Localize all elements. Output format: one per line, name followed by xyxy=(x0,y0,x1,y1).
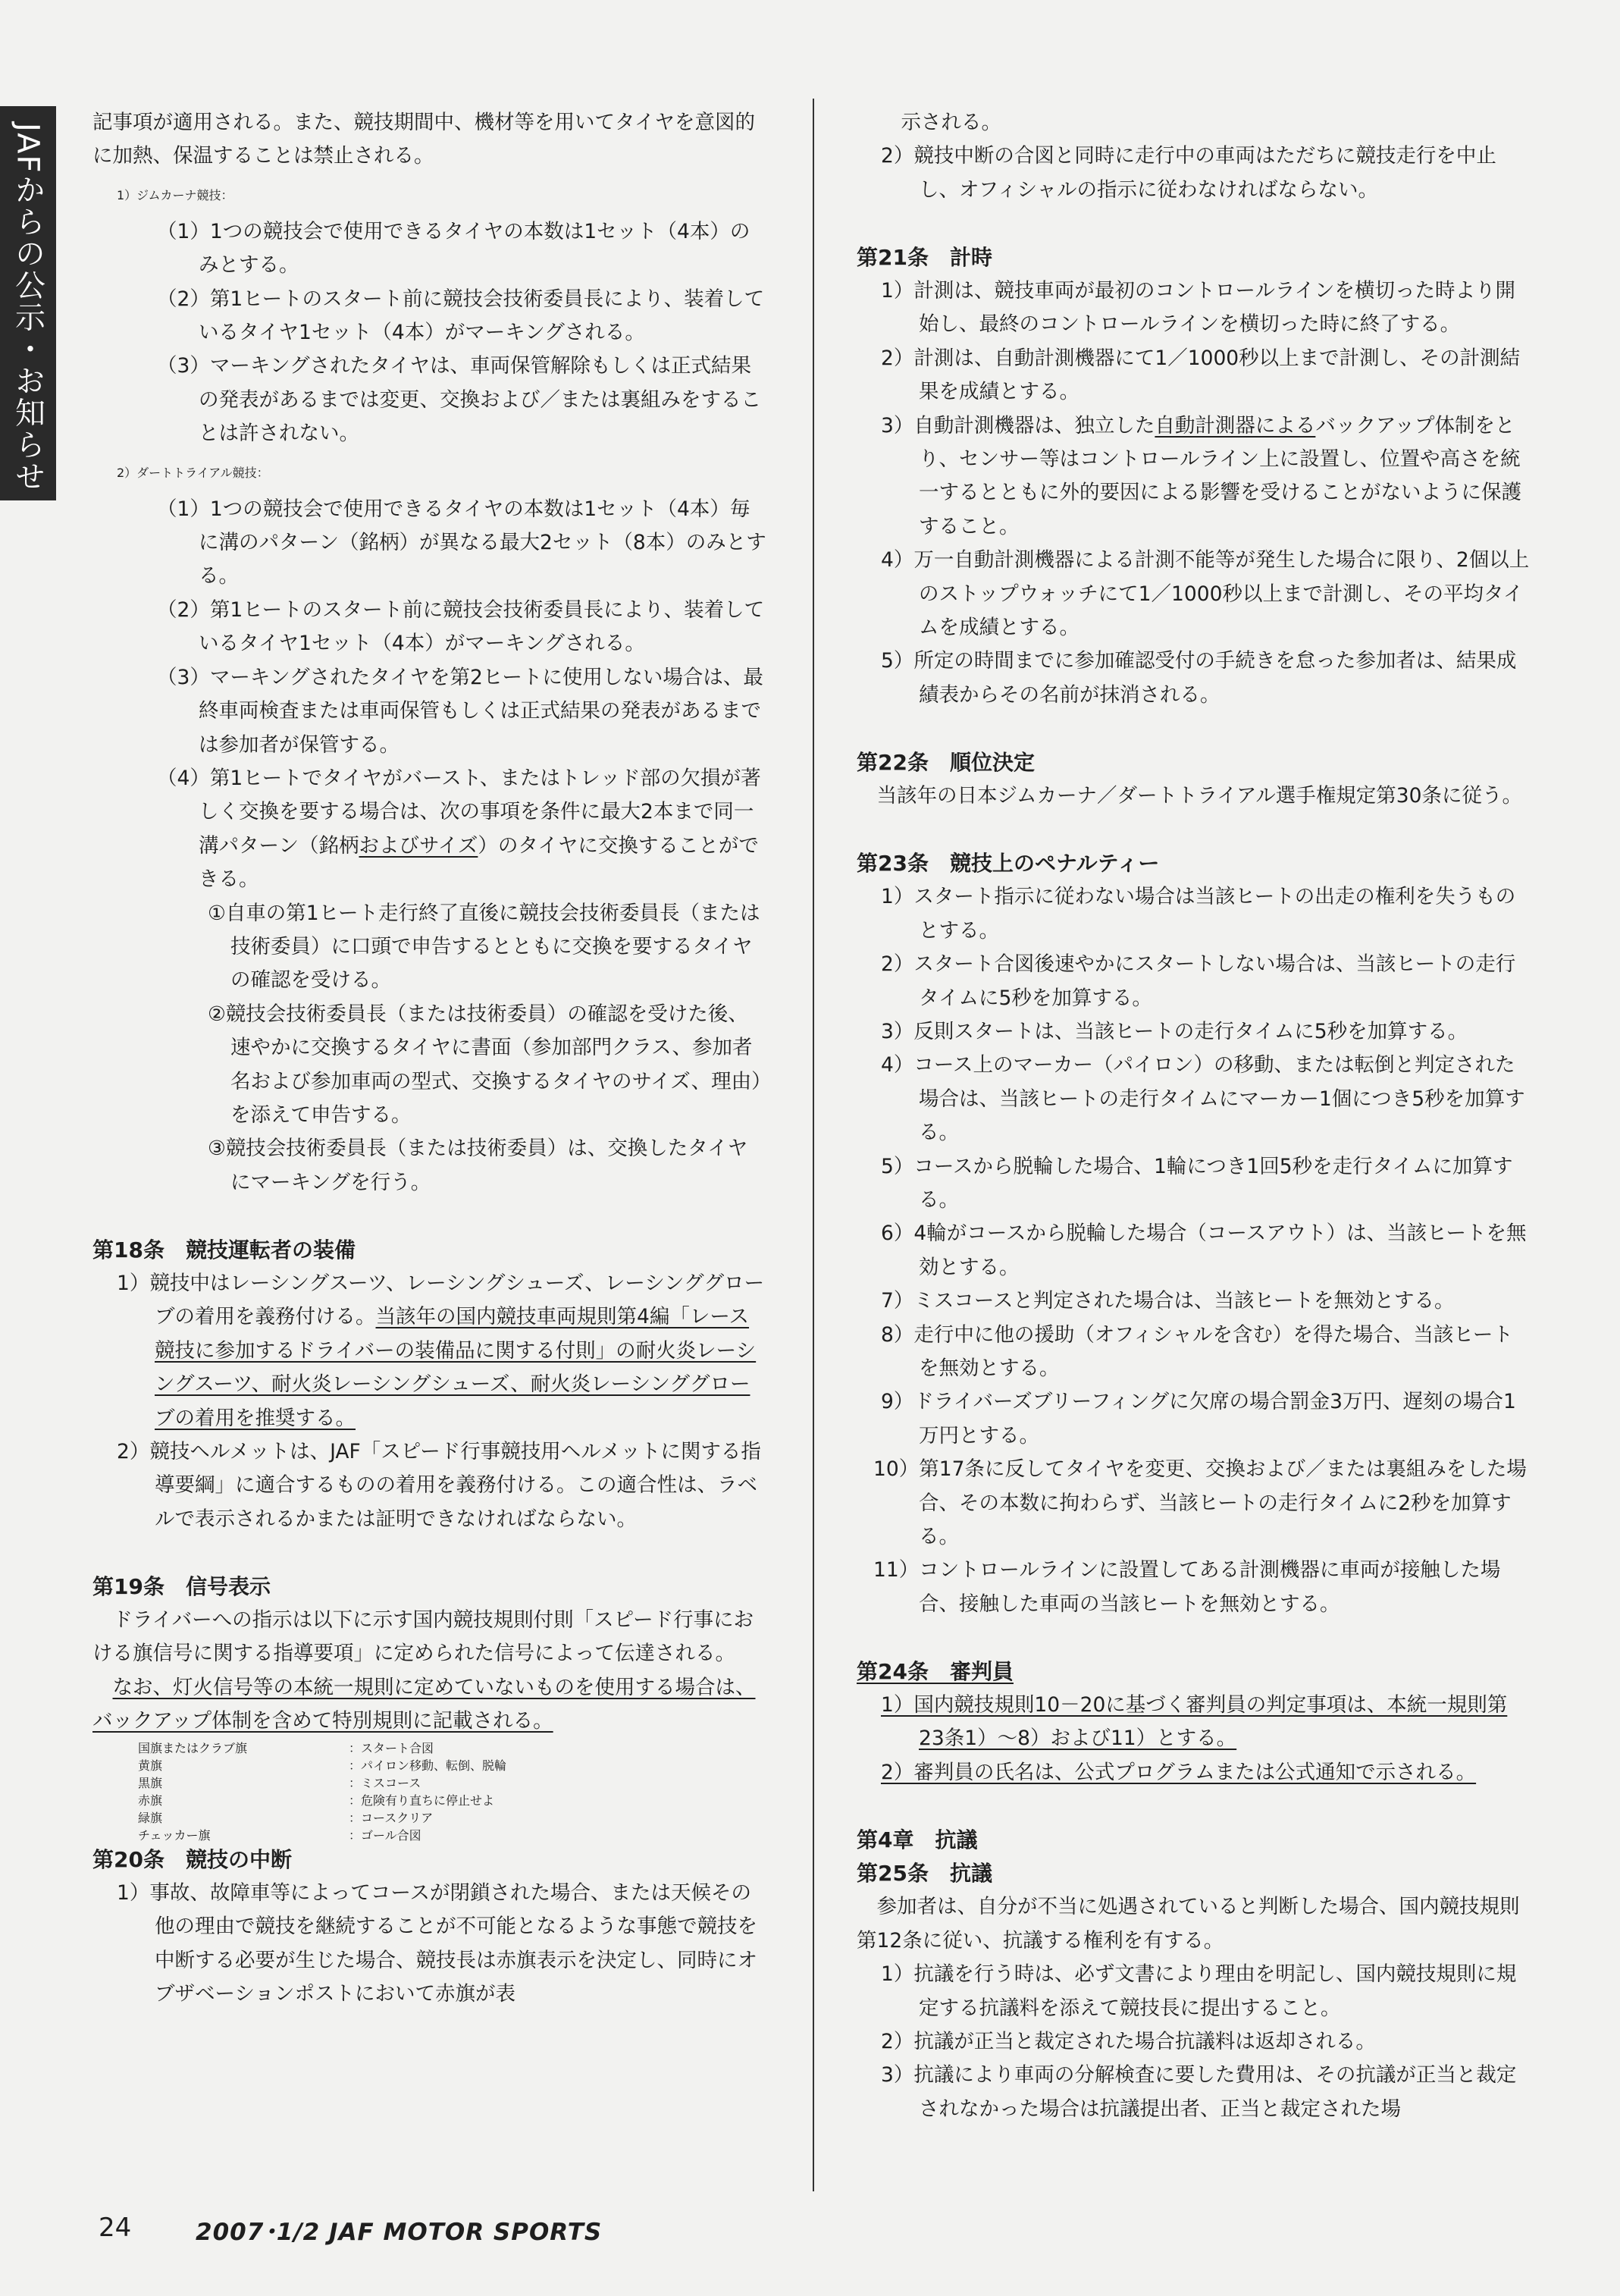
list-item xyxy=(857,274,1531,342)
section-tab xyxy=(0,106,56,500)
text-segment: ③競技会技術委員長（または技術委員）は、交換したタイヤにマーキングを行う。 xyxy=(208,1137,748,1194)
text-segment: （3）マーキングされたタイヤは、車両保管解除もしくは正式結果の発表があるまでは変更、交換および／または裏組みをすることは許されない。 xyxy=(157,354,761,446)
sub-item xyxy=(92,215,767,283)
paragraph xyxy=(92,1671,767,1739)
text-segment: 5）所定の時間までに参加確認受付の手続きを怠った参加者は、結果成績表からその名前が抹消される。 xyxy=(881,649,1517,707)
list-item xyxy=(857,140,1531,207)
list-item xyxy=(92,1267,767,1435)
paragraph xyxy=(92,106,767,174)
flag-name: 国旗またはクラブ旗 xyxy=(138,1740,248,1755)
article-heading xyxy=(857,746,1531,779)
flag-meaning: ：コースクリア xyxy=(349,1810,434,1825)
flag-signal-list xyxy=(92,1739,767,1843)
list-item xyxy=(857,2025,1531,2059)
paragraph xyxy=(92,1604,767,1671)
sub-item xyxy=(92,283,767,350)
text-segment: 2）スタート合図後速やかにスタートしない場合は、当該ヒートの走行タイムに5秒を加算する。 xyxy=(881,952,1516,1010)
flag-meaning: ：スタート合図 xyxy=(349,1740,434,1755)
spacer xyxy=(92,1200,767,1233)
text-segment: 1）計測は、競技車両が最初のコントロールラインを横切った時より開始し、最終のコントロールラインを横切った時に終了する。 xyxy=(881,279,1516,337)
spacer xyxy=(857,712,1531,745)
text-segment: 3）抗議により車両の分解検査に要した費用は、その抗議が正当と裁定されなかった場合は抗議提出者、正当と裁定された場 xyxy=(881,2063,1517,2121)
text-segment: 2）競技中断の合図と同時に走行中の車両はただちに競技走行を中止し、オフィシャルの指示に従わなければならない。 xyxy=(881,144,1496,202)
text-segment: （3）マーキングされたタイヤを第2ヒートに使用しない場合は、最終車両検査または車両保管もしくは正式結果の発表があるまでは参加者が保管する。 xyxy=(157,665,763,757)
text-segment: ドライバーへの指示は以下に示す国内競技規則付則「スピード行事における旗信号に関する指導要項」に定められた信号によって伝達される。 xyxy=(92,1608,754,1666)
list-item xyxy=(857,342,1531,409)
text-segment: 1）競技中はレーシングスーツ、レーシングシューズ、レーシンググローブの着用を義務付ける。 xyxy=(117,1271,765,1329)
flag-meaning: ：危険有り直ちに停止せよ xyxy=(349,1793,495,1808)
spacer xyxy=(857,1789,1531,1823)
text-segment: 2）競技ヘルメットは、JAF「スピード行事競技用ヘルメットに関する指導要綱」に適合するものの着用を義務付ける。この適合性は、ラベルで表示されるかまたは証明できなければならない。 xyxy=(117,1440,761,1531)
text-segment: 1）事故、故障車等によってコースが閉鎖された場合、または天候その他の理由で競技を継続することが不可能となるような事態で競技を中断する必要が生じた場合、競技長は赤旗表示を決定し、同時にオブザベーションポストにおいて赤旗が表 xyxy=(117,1881,757,2006)
text-segment: 9）ドライバーズブリーフィングに欠席の場合罰金3万円、遅刻の場合1万円とする。 xyxy=(881,1390,1516,1448)
text-segment: 3）反則スタートは、当該ヒートの走行タイムに5秒を加算する。 xyxy=(881,1019,1468,1043)
text-segment: 第4章 抗議 xyxy=(857,1827,978,1852)
sub-item xyxy=(92,594,767,661)
sub-sub-item xyxy=(92,897,767,998)
text-segment: 第21条 計時 xyxy=(857,244,992,270)
text-segment: 示される。 xyxy=(881,111,1001,134)
flag-meaning: ：ゴール合図 xyxy=(349,1827,421,1843)
article-heading xyxy=(857,1655,1531,1689)
amended-text: 1）国内競技規則10－20に基づく審判員の判定事項は、本統一規則第23条1）～8）および11）とする。 xyxy=(881,1693,1508,1751)
paragraph xyxy=(857,779,1531,813)
text-segment: 5）コースから脱輪した場合、1輪につき1回5秒を走行タイムに加算する。 xyxy=(881,1154,1513,1212)
list-item xyxy=(92,1877,767,2012)
text-segment: 4）万一自動計測機器による計測不能等が発生した場合に限り、2個以上のストップウォッチにて1／1000秒以上まで計測し、その平均タイムを成績とする。 xyxy=(881,548,1530,640)
text-segment: 10）第17条に反してタイヤを変更、交換および／または裏組みをした場合、その本数に拘わらず、当該ヒートの走行タイムに2秒を加算する。 xyxy=(873,1457,1527,1549)
flag-name: 黄旗 xyxy=(138,1758,163,1773)
list-item xyxy=(857,1385,1531,1453)
list-item xyxy=(857,880,1531,948)
list-item xyxy=(857,2059,1531,2126)
text-segment: 第25条 抗議 xyxy=(857,1861,992,1887)
publication-title: 2007･1/2 JAF MOTOR SPORTS xyxy=(196,2219,603,2246)
text-segment: （2）第1ヒートのスタート前に競技会技術委員長により、装着しているタイヤ1セット（4本）がマーキングされる。 xyxy=(157,287,765,345)
right-column xyxy=(857,106,1531,2126)
spacer xyxy=(857,814,1531,847)
list-item xyxy=(92,1435,767,1536)
sub-sub-item xyxy=(92,998,767,1133)
text-segment: 6）4輪がコースから脱輪した場合（コースアウト）は、当該ヒートを無効とする。 xyxy=(881,1222,1527,1279)
sub-item xyxy=(92,762,767,897)
text-segment: （4）第1ヒートでタイヤがバースト、またはトレッド部の欠損が著しく交換を要する場合は、次の事項を条件に最大2本まで同一溝パターン（銘柄 xyxy=(157,766,761,858)
amended-text: なお、灯火信号等の本統一規則に定めていないものを使用する場合は、バックアップ体制を含めて特別規則に記載される。 xyxy=(92,1675,756,1733)
article-heading xyxy=(857,847,1531,880)
section-tab-label: JAFからの公示・お知らせ xyxy=(10,123,45,493)
spacer xyxy=(92,1536,767,1570)
article-heading xyxy=(857,1857,1531,1890)
article-heading xyxy=(857,241,1531,274)
page-number: 24 xyxy=(99,2213,132,2243)
flag-meaning: ：パイロン移動、転倒、脱輪 xyxy=(349,1758,507,1773)
text-segment: ①自車の第1ヒート走行終了直後に競技会技術委員長（または技術委員）に口頭で申告するとともに交換を要するタイヤの確認を受ける。 xyxy=(208,901,760,993)
article-heading xyxy=(92,1234,767,1267)
list-item xyxy=(92,186,767,203)
list-item xyxy=(857,1217,1531,1284)
list-item xyxy=(857,106,1531,140)
text-segment: 4）コース上のマーカー（パイロン）の移動、または転倒と判定された場合は、当該ヒートの走行タイムにマーカー1個につき5秒を加算する。 xyxy=(881,1053,1525,1145)
flag-name: チェッカー旗 xyxy=(138,1827,211,1843)
spacer xyxy=(857,207,1531,240)
text-segment: 第23条 競技上のペナルティー xyxy=(857,850,1160,876)
text-segment: 第19条 信号表示 xyxy=(92,1573,271,1599)
paragraph xyxy=(857,1890,1531,1958)
flag-meaning: ：ミスコース xyxy=(349,1775,421,1790)
list-item xyxy=(857,1453,1531,1554)
list-item xyxy=(857,645,1531,712)
text-segment: 当該年の日本ジムカーナ／ダートトライアル選手権規定第30条に従う。 xyxy=(876,784,1523,808)
amended-text: 2）審判員の氏名は、公式プログラムまたは公式通知で示される。 xyxy=(881,1760,1477,1784)
article-heading xyxy=(92,1570,767,1604)
text-segment: 3）自動計測機器は、独立した xyxy=(881,413,1155,438)
article-heading xyxy=(857,1824,1531,1857)
article-heading xyxy=(92,1843,767,1877)
text-segment: 2）計測は、自動計測機器にて1／1000秒以上まで計測し、その計測結果を成績とする。 xyxy=(881,346,1521,404)
spacer xyxy=(857,1621,1531,1655)
text-segment: （1）1つの競技会で使用できるタイヤの本数は1セット（4本）のみとする。 xyxy=(157,219,750,278)
left-column xyxy=(92,106,767,2012)
text-segment: 第18条 競技運転者の装備 xyxy=(92,1237,356,1262)
amended-text: 自動計測器による xyxy=(1155,413,1316,438)
amended-text: およびサイズ xyxy=(359,833,478,858)
list-item xyxy=(857,1958,1531,2025)
sub-item xyxy=(92,493,767,594)
text-segment: 第20条 競技の中断 xyxy=(92,1846,292,1872)
list-item xyxy=(857,1015,1531,1049)
sub-item xyxy=(92,661,767,762)
column-divider xyxy=(813,99,814,2191)
text-segment: 7）ミスコースと判定された場合は、当該ヒートを無効とする。 xyxy=(881,1289,1455,1313)
text-segment: （2）第1ヒートのスタート前に競技会技術委員長により、装着しているタイヤ1セット（4本）がマーキングされる。 xyxy=(157,598,765,656)
text-segment: 11）コントロールラインに設置してある計測機器に車両が接触した場合、接触した車両の当該ヒートを無効とする。 xyxy=(873,1558,1501,1616)
list-item xyxy=(857,1150,1531,1218)
text-segment: 2）抗議が正当と裁定された場合抗議料は返却される。 xyxy=(881,2030,1376,2054)
list-item xyxy=(92,463,767,481)
list-item xyxy=(857,1319,1531,1386)
flag-name: 赤旗 xyxy=(138,1793,163,1808)
list-item xyxy=(857,1049,1531,1150)
list-item xyxy=(857,1689,1531,1756)
text-segment: ②競技会技術委員長（または技術委員）の確認を受けた後、速やかに交換するタイヤに書面（参加部門クラス、参加者名および参加車両の型式、交換するタイヤのサイズ、理由）を添えて申告する。 xyxy=(208,1002,762,1127)
text-segment: 2）ダートトライアル競技： xyxy=(117,465,269,480)
text-segment: 記事項が適用される。また、競技期間中、機材等を用いてタイヤを意図的に加熱、保温することは禁止される。 xyxy=(92,111,755,168)
text-segment: 8）走行中に他の援助（オフィシャルを含む）を得た場合、当該ヒートを無効とする。 xyxy=(881,1322,1513,1380)
text-segment: 参加者は、自分が不当に処遇されていると判断した場合、国内競技規則第12条に従い、抗議する権利を有する。 xyxy=(857,1895,1520,1953)
sub-item xyxy=(92,350,767,450)
list-item xyxy=(857,948,1531,1015)
list-item xyxy=(857,544,1531,645)
text-segment: ）のタイヤに交換することができる。 xyxy=(199,833,759,892)
flag-name: 緑旗 xyxy=(138,1810,163,1825)
text-segment: 1）抗議を行う時は、必ず文書により理由を明記し、国内競技規則に規定する抗議料を添えて競技長に提出すること。 xyxy=(881,1962,1517,2020)
text-segment: （1）1つの競技会で使用できるタイヤの本数は1セット（4本）毎に溝のパターン（銘柄）が異なる最大2セット（8本）のみとする。 xyxy=(157,497,766,588)
amended-text: 当該年の国内競技車両規則第4編「レース競技に参加するドライバーの装備品に関する付則」の耐火炎レーシングスーツ、耐火炎レーシングシューズ、耐火炎レーシンググローブの着用を推奨する。 xyxy=(155,1305,757,1430)
text-segment: 第22条 順位決定 xyxy=(857,749,1035,775)
list-item xyxy=(857,1756,1531,1789)
text-segment: 1）スタート指示に従わない場合は当該ヒートの出走の権利を失うものとする。 xyxy=(881,885,1516,943)
text-segment: 1）ジムカーナ競技： xyxy=(117,187,233,202)
flag-name: 黒旗 xyxy=(138,1775,163,1790)
list-item xyxy=(857,1554,1531,1621)
amended-text: 第24条 審判員 xyxy=(857,1658,1014,1684)
list-item xyxy=(857,409,1531,544)
sub-sub-item xyxy=(92,1132,767,1200)
text-segment: バックアップ体制をとり、センサー等はコントロールライン上に設置し、位置や高さを統一するとともに外的要因による影響を受けることがないように保護すること。 xyxy=(919,413,1521,538)
list-item xyxy=(857,1284,1531,1318)
